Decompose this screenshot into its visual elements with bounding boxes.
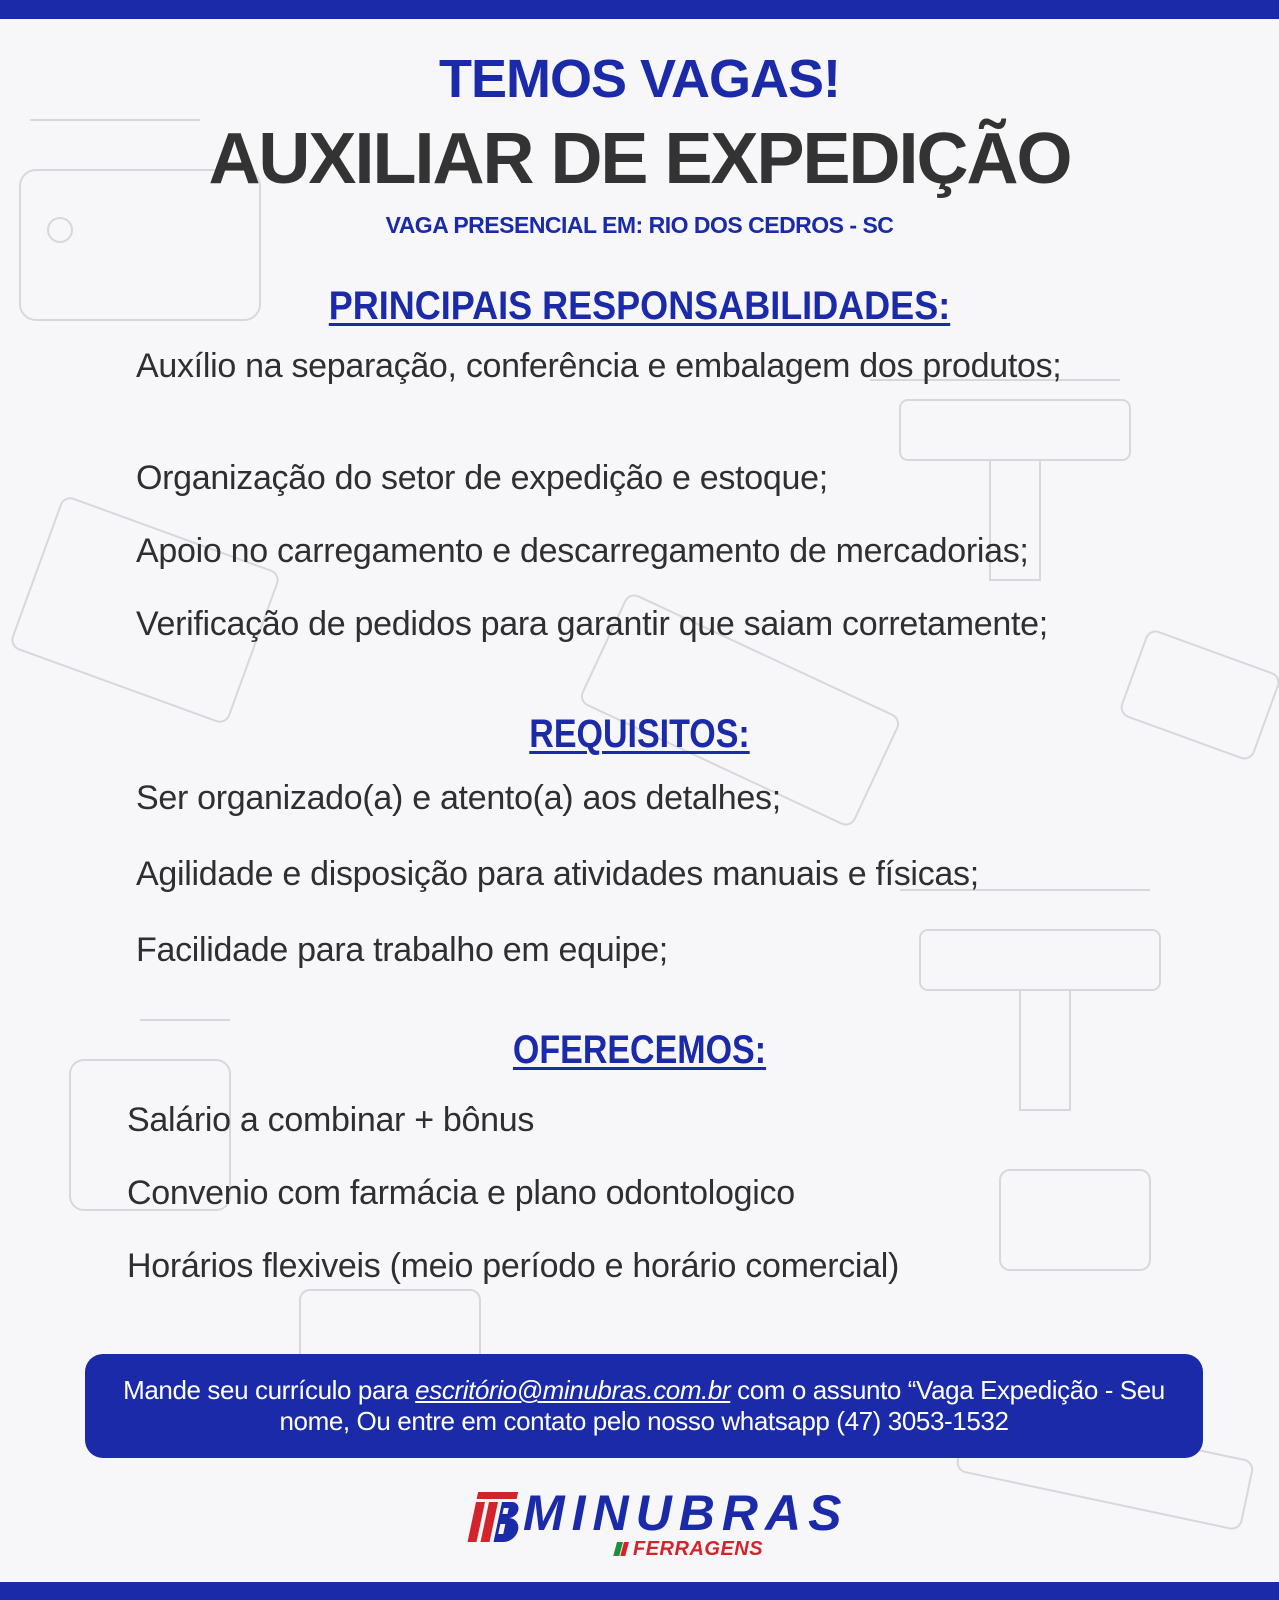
bottom-brand-bar	[0, 1582, 1279, 1600]
flag-stripes-icon	[613, 1542, 631, 1556]
company-logo	[465, 1484, 849, 1564]
contact-email-link[interactable]: escritório@minubras.com.br	[415, 1375, 731, 1405]
responsibility-item: Apoio no carregamento e descarregamento de mercadorias;	[136, 532, 1029, 570]
offer-item: Convenio com farmácia e plano odontologico	[127, 1174, 795, 1212]
top-brand-bar	[0, 0, 1279, 19]
job-location: VAGA PRESENCIAL EM: RIO DOS CEDROS - SC	[385, 212, 894, 238]
requirements-heading: REQUISITOS:	[529, 712, 750, 756]
contact-suffix: com o assunto “Vaga Expedição - Seu nome, Ou entre em contato pelo nosso whatsapp (47) 3053-1532	[279, 1375, 1165, 1436]
requirement-item: Agilidade e disposição para atividades manuais e físicas;	[136, 855, 979, 893]
requirement-item: Ser organizado(a) e atento(a) aos detalhes;	[136, 779, 781, 817]
contact-text	[114, 1375, 1174, 1437]
offer-item: Horários flexiveis (meio período e horário comercial)	[127, 1247, 900, 1285]
mb-logo-icon	[465, 1488, 521, 1546]
job-title: AUXILIAR DE EXPEDIÇÃO	[208, 119, 1071, 199]
responsibility-item: Organização do setor de expedição e estoque;	[136, 459, 828, 497]
offer-item: Salário a combinar + bônus	[127, 1101, 535, 1139]
requirement-item: Facilidade para trabalho em equipe;	[136, 931, 668, 969]
responsibility-item: Auxílio na separação, conferência e embalagem dos produtos;	[136, 347, 1062, 385]
responsibilities-heading: PRINCIPAIS RESPONSABILIDADES:	[328, 284, 951, 328]
contact-prefix: Mande seu currículo para	[123, 1375, 416, 1405]
headline: TEMOS VAGAS!	[438, 49, 840, 109]
responsibility-item: Verificação de pedidos para garantir que saiam corretamente;	[136, 605, 1048, 643]
logo-subtitle: FERRAGENS	[633, 1538, 764, 1560]
logo-wordmark: MINUBRAS	[523, 1485, 849, 1541]
offers-heading: OFERECEMOS:	[512, 1028, 767, 1072]
contact-banner	[85, 1354, 1203, 1458]
